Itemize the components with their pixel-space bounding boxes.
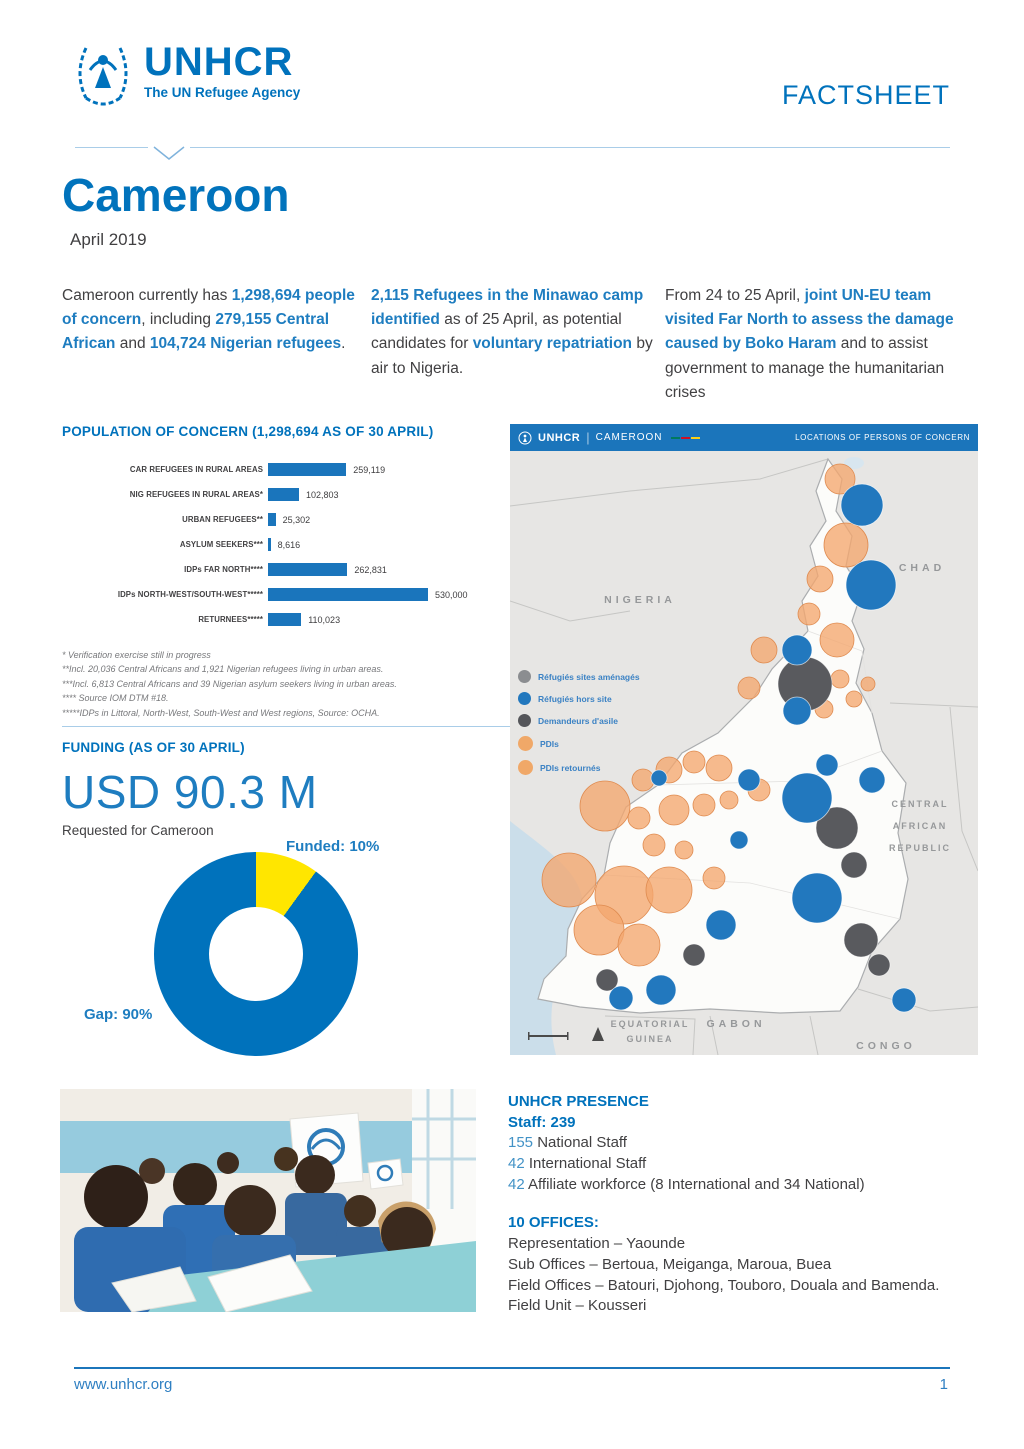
poc-bubble	[783, 697, 811, 725]
map-brand	[518, 430, 700, 445]
map-brand-country: CAMEROON	[595, 432, 663, 443]
poc-bubble	[841, 852, 867, 878]
offices-heading: 10 OFFICES:	[508, 1214, 599, 1232]
poc-bubble	[646, 975, 676, 1005]
footnote: ***Incl. 6,813 Central Africans and 39 Nigerian asylum seekers living in urban areas.	[62, 678, 397, 689]
funding-amount: USD 90.3 M	[62, 766, 318, 818]
poc-bubble	[820, 623, 854, 657]
poc-bubble	[720, 791, 738, 809]
brand-tagline: The UN Refugee Agency	[144, 85, 301, 100]
cameroon-flag-bars	[671, 437, 700, 439]
poc-bubble	[861, 677, 875, 691]
unhcr-logo	[72, 42, 300, 110]
gap-label: Gap: 90%	[84, 1006, 153, 1023]
poc-bubble	[628, 807, 650, 829]
unhcr-presence-section	[508, 1092, 980, 1317]
legend-item: PDIs	[518, 736, 640, 751]
map-brand-separator: |	[586, 430, 590, 445]
poc-bubble	[816, 754, 838, 776]
poc-bubble	[675, 841, 693, 859]
bar-row: ASYLUM SEEKERS*** 8,616	[179, 539, 301, 550]
label-central: CENTRAL	[891, 799, 949, 809]
poc-bubble	[730, 831, 748, 849]
staff-line: 42 International Staff	[508, 1155, 647, 1173]
poc-bubble	[859, 767, 885, 793]
legend-item: Réfugiés sites aménagés	[518, 670, 640, 683]
legend-item: PDIs retournés	[518, 760, 640, 775]
page-number: 1	[939, 1376, 948, 1393]
poc-bubble	[651, 770, 667, 786]
brand-name: UNHCR	[144, 40, 294, 84]
footnote: * Verification exercise still in progress	[62, 650, 211, 660]
poc-bubble	[782, 635, 812, 665]
office-line: Field Offices – Batouri, Djohong, Touboro, Douala and Bamenda.	[508, 1276, 940, 1294]
poc-bubble	[846, 691, 862, 707]
staff-breakdown	[508, 1133, 980, 1195]
funding-donut-chart	[62, 838, 510, 1084]
highlight-1: Cameroon currently has 1,298,694 people of concern, including 279,155 Central African and 104,724 Nigerian refugees.	[62, 287, 355, 353]
poc-bubble	[574, 905, 624, 955]
presence-heading: UNHCR PRESENCE	[508, 1093, 649, 1110]
legend-item: Réfugiés hors site	[518, 692, 640, 705]
footnote: *****IDPs in Littoral, North-West, South-West and West regions, Source: OCHA.	[62, 707, 380, 718]
poc-bubble	[782, 773, 832, 823]
poc-bubble	[683, 751, 705, 773]
header-divider	[75, 147, 950, 148]
office-line: Field Unit – Kousseri	[508, 1297, 647, 1315]
label-african: AFRICAN	[892, 821, 948, 831]
office-line: Representation – Yaounde	[508, 1235, 686, 1253]
poc-bubble	[706, 755, 732, 781]
map-legend	[518, 670, 640, 784]
label-republic: REPUBLIC	[888, 843, 952, 853]
label-guinea: GUINEA	[626, 1034, 674, 1044]
map-title: LOCATIONS OF PERSONS OF CONCERN	[795, 433, 970, 442]
population-of-concern-section	[62, 424, 510, 720]
donut-hole	[209, 907, 303, 1001]
staff-line: 155 National Staff	[508, 1134, 627, 1152]
poc-bubble	[659, 795, 689, 825]
classroom-photo	[60, 1089, 476, 1312]
funded-label: Funded: 10%	[286, 838, 380, 855]
bar-row: RETURNEES***** 110,023	[198, 614, 341, 625]
poc-bubble	[831, 670, 849, 688]
poc-bubble	[841, 484, 883, 526]
highlight-2: 2,115 Refugees in the Minawao camp identified as of 25 April, as potential candidates for voluntary repatriation by air to Nigeria.	[371, 287, 653, 377]
poc-bubble	[618, 924, 660, 966]
poc-bubble	[580, 781, 630, 831]
map-header	[510, 424, 978, 451]
funding-subtitle: Requested for Cameroon	[62, 823, 214, 838]
poc-bubble	[643, 834, 665, 856]
label-congo: CONGO	[856, 1040, 916, 1052]
bar-row: IDPs FAR NORTH**** 262,831	[184, 564, 387, 575]
poc-bubble	[807, 566, 833, 592]
bar-row: CAR REFUGEES IN RURAL AREAS 259,119	[129, 464, 386, 475]
footnote: **** Source IOM DTM #18.	[62, 693, 169, 704]
poc-bubble	[751, 637, 777, 663]
population-chart-title: POPULATION OF CONCERN (1,298,694 AS OF 30 APRIL)	[62, 424, 434, 439]
donut-ring	[154, 852, 358, 1056]
label-chad: CHAD	[898, 562, 946, 574]
highlight-3: From 24 to 25 April, joint UN-EU team visited Far North to assess the damage caused by Boko Haram and to assist government to manage the humanitarian crises	[665, 287, 954, 401]
page-title: Cameroon	[62, 169, 290, 221]
poc-bubble	[846, 560, 896, 610]
poc-bubble	[609, 986, 633, 1010]
footer-link[interactable]: www.unhcr.org	[74, 1376, 173, 1393]
poc-bubble	[693, 794, 715, 816]
poc-bubble	[792, 873, 842, 923]
poc-bubble	[824, 523, 868, 567]
footnote: **Incl. 20,036 Central Africans and 1,921 Nigerian refugees living in urban areas.	[62, 664, 384, 675]
office-line: Sub Offices – Bertoua, Meiganga, Maroua, Buea	[508, 1255, 832, 1273]
poc-bubble	[798, 603, 820, 625]
offices-list	[508, 1234, 980, 1317]
label-gabon: GABON	[706, 1018, 766, 1030]
map-unhcr-emblem-icon	[518, 431, 532, 445]
legend-item: Demandeurs d'asile	[518, 714, 640, 727]
poc-bubble	[542, 853, 596, 907]
poc-bubble	[738, 769, 760, 791]
funding-section	[62, 726, 510, 1084]
poc-bubble	[646, 867, 692, 913]
chevron-down-icon	[148, 146, 190, 167]
bar-row: IDPs NORTH-WEST/SOUTH-WEST***** 530,000	[117, 589, 468, 600]
poc-bubble	[703, 867, 725, 889]
footer-divider	[74, 1367, 950, 1369]
bar-row: NIG REFUGEES IN RURAL AREAS* 102,803	[129, 489, 339, 500]
staff-line: 42 Affiliate workforce (8 International and 34 National)	[508, 1175, 865, 1193]
funding-title: FUNDING (AS OF 30 APRIL)	[62, 740, 245, 755]
poc-bubble	[892, 988, 916, 1012]
key-highlights	[62, 284, 966, 405]
poc-bubble	[683, 944, 705, 966]
poc-bubble	[868, 954, 890, 976]
locations-map	[510, 424, 978, 1055]
poc-bubble	[738, 677, 760, 699]
poc-bubble	[706, 910, 736, 940]
population-bar-chart	[62, 457, 510, 632]
bar-row: URBAN REFUGEES** 25,302	[182, 514, 311, 525]
label-equatorial: EQUATORIAL	[610, 1019, 690, 1029]
unhcr-emblem-icon	[72, 42, 134, 110]
doc-type-label: FACTSHEET	[781, 80, 950, 110]
label-nigeria: NIGERIA	[604, 594, 676, 606]
report-date: April 2019	[70, 230, 147, 249]
chart-footnotes	[62, 648, 510, 720]
map-brand-name: UNHCR	[538, 431, 581, 444]
staff-total: Staff: 239	[508, 1113, 576, 1131]
poc-bubble	[844, 923, 878, 957]
